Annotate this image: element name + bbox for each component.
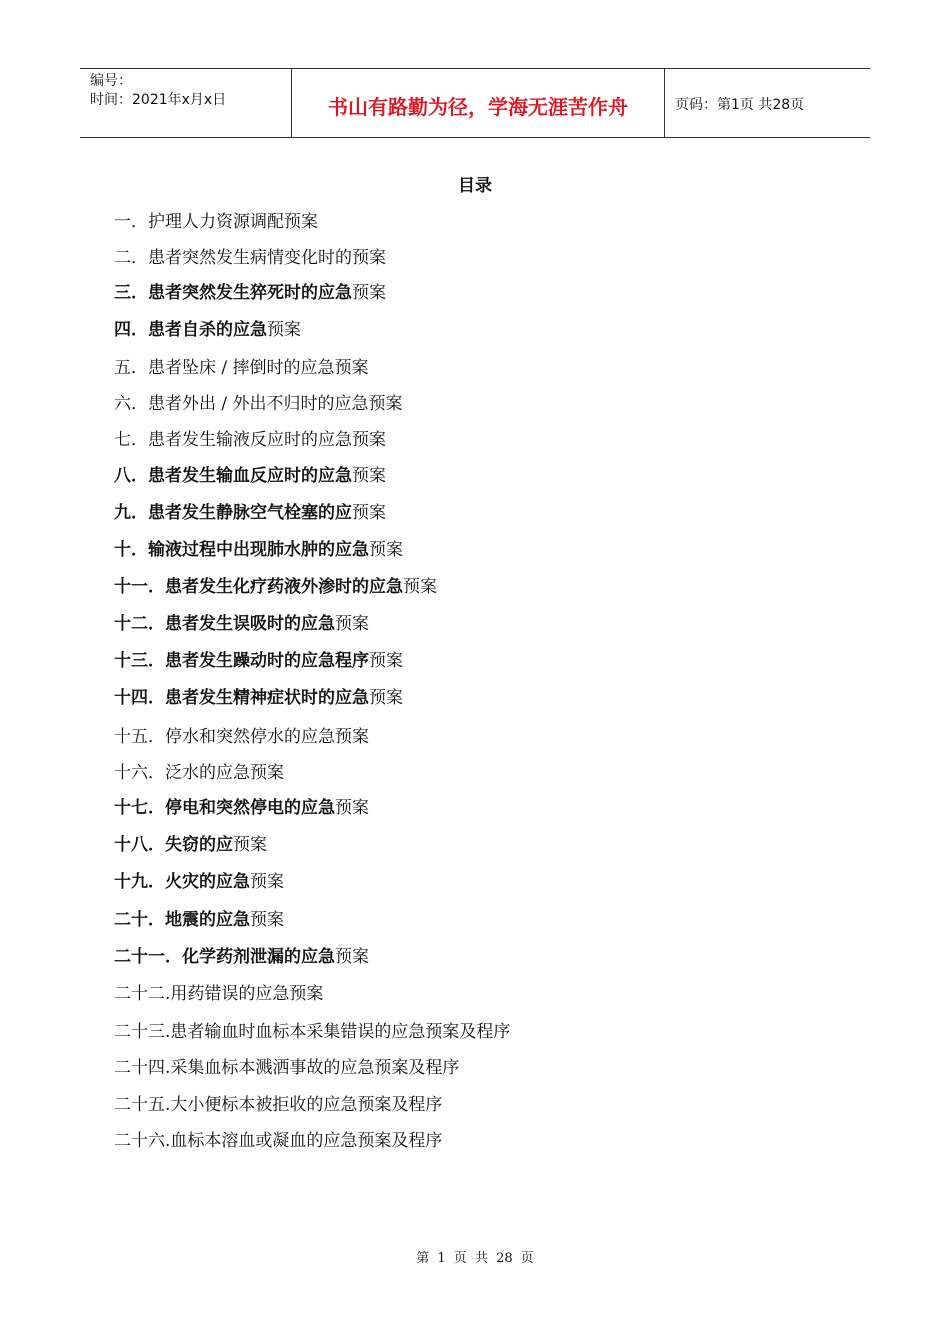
- toc-entry-text: 用药错误的应急预案: [170, 984, 324, 1004]
- toc-entry-number: 二十六.: [114, 1131, 171, 1151]
- toc-entry-text: 停电和突然停电的应急: [165, 798, 335, 818]
- footer-total-pages: 28: [496, 1251, 513, 1266]
- toc-entry-suffix: 预案: [335, 947, 369, 967]
- toc-entry-number: 二十三.: [114, 1022, 171, 1042]
- toc-entry-number: 五．: [114, 358, 148, 378]
- footer-di: 第: [416, 1251, 430, 1266]
- toc-entry: [114, 867, 284, 892]
- toc-entry-suffix: 预案: [335, 798, 369, 818]
- toc-entry-text: 火灾的应急: [165, 872, 250, 892]
- toc-entry-number: 十七．: [114, 798, 165, 818]
- toc-entry-text: 患者突然发生病情变化时的预案: [148, 248, 386, 268]
- toc-entry: [114, 425, 386, 450]
- toc-entry-text: 患者自杀的应急: [148, 320, 267, 340]
- toc-entry-number: 二十四.: [114, 1058, 171, 1078]
- toc-entry: [114, 535, 403, 560]
- toc-entry: [114, 646, 403, 671]
- toc-entry-text: 患者坠床 / 摔倒时的应急预案: [148, 358, 369, 378]
- toc-entry: [114, 830, 267, 855]
- toc-entry-suffix: 预案: [352, 466, 386, 486]
- toc-entry-number: 六．: [114, 394, 148, 414]
- toc-entry-text: 患者发生躁动时的应急程序: [165, 651, 369, 671]
- toc-entry-number: 二十五.: [114, 1095, 171, 1115]
- toc-entry-suffix: 预案: [352, 283, 386, 303]
- toc-entry-text: 停水和突然停水的应急预案: [165, 727, 369, 747]
- toc-entry-suffix: 预案: [233, 835, 267, 855]
- toc-entry: [114, 498, 386, 523]
- footer-ye-2: 页: [520, 1251, 534, 1266]
- toc-entry-text: 大小便标本被拒收的应急预案及程序: [170, 1095, 443, 1115]
- toc-entry-suffix: 预案: [335, 614, 369, 634]
- toc-entry-text: 输液过程中出现肺水肿的应急: [148, 540, 369, 560]
- toc-entry-suffix: 预案: [369, 688, 403, 708]
- toc-entry: [114, 572, 437, 597]
- toc-entry-text: 患者发生化疗药液外渗时的应急: [165, 577, 403, 597]
- toc-entry-suffix: 预案: [403, 577, 437, 597]
- toc-entry-text: 患者发生输液反应时的应急预案: [148, 430, 386, 450]
- toc-entry-text: 护理人力资源调配预案: [148, 212, 318, 232]
- toc-entry: [114, 609, 369, 634]
- toc-entry-text: 患者突然发生猝死时的应急: [148, 283, 352, 303]
- toc-entry: [114, 979, 323, 1004]
- toc-entry-number: 十三．: [114, 651, 165, 671]
- toc-entry: [114, 461, 386, 486]
- toc-entry-number: 十一．: [114, 577, 165, 597]
- header-meta: [80, 69, 292, 137]
- toc-entry-text: 患者发生静脉空气栓塞的应: [148, 503, 352, 523]
- footer-ye: 页: [453, 1251, 467, 1266]
- toc-entry-number: 二十一．: [114, 947, 182, 967]
- toc-entry-number: 二十二.: [114, 984, 171, 1004]
- toc-entry-number: 十．: [114, 540, 148, 560]
- toc-entry: [114, 315, 301, 340]
- toc-entry-text: 化学药剂泄漏的应急: [182, 947, 335, 967]
- toc-entry: [114, 1017, 510, 1042]
- toc-entry-number: 十五．: [114, 727, 165, 747]
- toc-entry-text: 患者发生精神症状时的应急: [165, 688, 369, 708]
- toc-entry-number: 十四．: [114, 688, 165, 708]
- toc-entry-text: 患者发生误吸时的应急: [165, 614, 335, 634]
- toc-entry-number: 八．: [114, 466, 148, 486]
- toc-entry: [114, 353, 369, 378]
- toc-entry-number: 七．: [114, 430, 148, 450]
- toc-entry-text: 患者发生输血反应时的应急: [148, 466, 352, 486]
- toc-entry: [114, 1053, 459, 1078]
- toc-entry: [114, 389, 403, 414]
- toc-entry-suffix: 预案: [250, 872, 284, 892]
- toc-entry-number: 十二．: [114, 614, 165, 634]
- toc-entry: [114, 207, 318, 232]
- toc-entry: [114, 1090, 442, 1115]
- toc-entry-number: 二．: [114, 248, 148, 268]
- header-time-label: 时间：2021年x月x日: [90, 92, 227, 108]
- toc-entry-text: 地震的应急: [165, 910, 250, 930]
- toc-entry-suffix: 预案: [250, 910, 284, 930]
- toc-entry: [114, 758, 284, 783]
- toc-entry: [114, 905, 284, 930]
- toc-entry-text: 采集血标本溅洒事故的应急预案及程序: [170, 1058, 460, 1078]
- toc-entry: [114, 942, 369, 967]
- toc-entry-number: 九．: [114, 503, 148, 523]
- header-number-label: 编号：: [90, 73, 132, 89]
- header-motto: 书山有路勤为径，学海无涯苦作舟: [292, 69, 665, 137]
- toc-entry-text: 泛水的应急预案: [165, 763, 284, 783]
- toc-entry-suffix: 预案: [267, 320, 301, 340]
- toc-entry-number: 十八．: [114, 835, 165, 855]
- toc-entry-text: 患者外出 / 外出不归时的应急预案: [148, 394, 403, 414]
- toc-entry-number: 十九．: [114, 872, 165, 892]
- footer-gong: 共: [474, 1251, 488, 1266]
- toc-entry-number: 二十．: [114, 910, 165, 930]
- page-header: [80, 68, 870, 138]
- toc-entry-number: 一．: [114, 212, 148, 232]
- toc-entry-suffix: 预案: [352, 503, 386, 523]
- toc-entry: [114, 683, 403, 708]
- toc-entry-suffix: 预案: [369, 540, 403, 560]
- toc-entry-number: 四．: [114, 320, 148, 340]
- toc-entry: [114, 722, 369, 747]
- toc-entry-number: 三．: [114, 283, 148, 303]
- toc-entry: [114, 278, 386, 303]
- toc-entry-suffix: 预案: [369, 651, 403, 671]
- toc-entry: [114, 243, 386, 268]
- toc-entry-text: 患者输血时血标本采集错误的应急预案及程序: [170, 1022, 511, 1042]
- page-footer: [0, 1247, 950, 1266]
- toc-entry: [114, 793, 369, 818]
- toc-entry-text: 血标本溶血或凝血的应急预案及程序: [170, 1131, 443, 1151]
- toc-entry: [114, 1126, 442, 1151]
- toc-entry-text: 失窃的应: [165, 835, 233, 855]
- footer-page-number: 1: [437, 1251, 446, 1266]
- toc-entry-number: 十六．: [114, 763, 165, 783]
- toc-title: 目录: [458, 176, 492, 196]
- header-page-info: 页码：第1页 共28页: [675, 97, 805, 113]
